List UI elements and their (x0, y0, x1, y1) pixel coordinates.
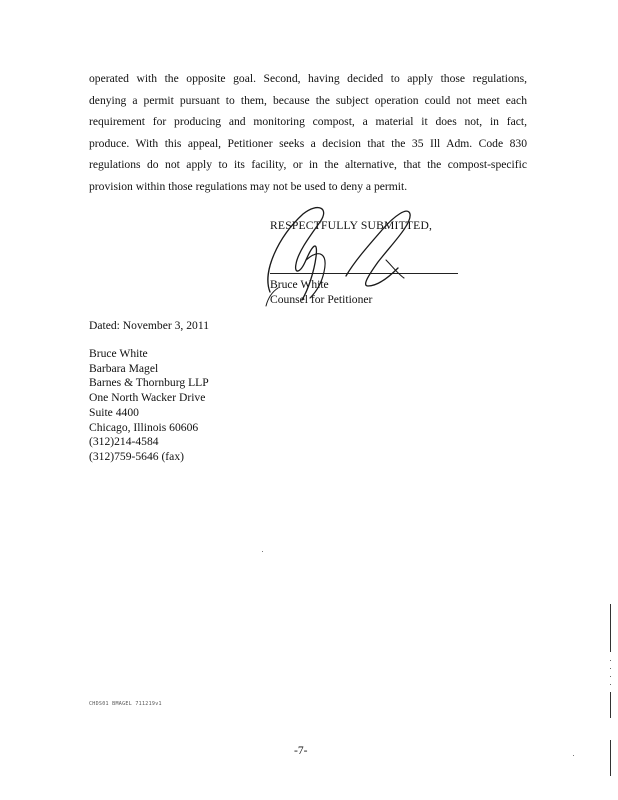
address-line: Bruce White (89, 347, 148, 360)
scan-edge-dot (610, 660, 611, 661)
scan-edge-mark (610, 692, 611, 718)
signature-heading: RESPECTFULLY SUBMITTED, (270, 219, 433, 232)
signer-name: Bruce White (270, 278, 329, 291)
address-line: (312)759-5646 (fax) (89, 449, 184, 463)
address-line: (312)214-4584 (89, 435, 159, 449)
scan-edge-mark (610, 604, 611, 652)
body-line: regulations do not apply to its facility, or in the alternative, that the compost-specific (89, 158, 527, 172)
body-line: provision within those regulations may not be used to deny a permit. (89, 179, 408, 193)
scan-edge-mark (610, 740, 611, 776)
address-line: Suite 4400 (89, 405, 139, 419)
signer-role: Counsel for Petitioner (270, 293, 373, 306)
scan-edge-dot (610, 676, 611, 677)
page-number: -7- (294, 744, 308, 757)
signature-line (270, 273, 458, 274)
body-line: requirement for producing and monitoring compost, a material it does not, in fact, (89, 115, 527, 129)
body-paragraph (89, 68, 527, 198)
address-line: Barbara Magel (89, 361, 159, 375)
body-line: produce. With this appeal, Petitioner seeks a decision that the 35 Ill Adm. Code 830 (89, 136, 527, 150)
dated-line: Dated: November 3, 2011 (89, 319, 209, 332)
scan-speck (262, 551, 263, 552)
address-line: Chicago, Illinois 60606 (89, 420, 199, 434)
signature-stroke (306, 254, 325, 298)
address-line: One North Wacker Drive (89, 391, 206, 405)
body-line: operated with the opposite goal. Second, having decided to apply those regulations, (89, 72, 527, 85)
signature-stroke (386, 260, 404, 278)
address-block (89, 347, 209, 465)
document-id-code: CHDS01 BMAGEL 711219v1 (89, 701, 162, 707)
body-line: denying a permit pursuant to them, because the subject operation could not meet each (89, 93, 527, 107)
scan-speck (573, 755, 574, 756)
scan-edge-dot (610, 684, 611, 685)
scan-edge-dot (610, 668, 611, 669)
address-line: Barnes & Thornburg LLP (89, 376, 209, 390)
